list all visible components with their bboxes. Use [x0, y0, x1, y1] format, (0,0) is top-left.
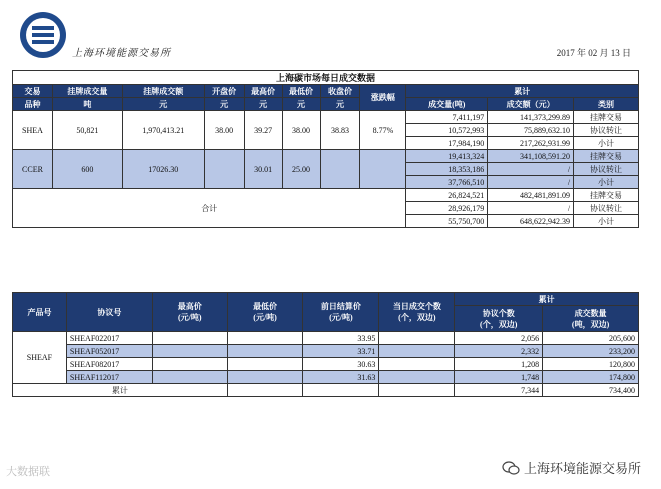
cell: 28,926,179 — [406, 202, 488, 215]
cell — [320, 150, 360, 189]
table-row — [13, 345, 639, 358]
cell — [227, 345, 303, 358]
cell: 217,262,931.99 — [488, 137, 574, 150]
total-label: 累计 — [13, 384, 228, 397]
cell — [152, 332, 227, 345]
cell: 1,748 — [455, 371, 543, 384]
table-title: 上海碳市场每日成交数据 — [13, 71, 639, 85]
cell — [227, 384, 303, 397]
table-row — [13, 384, 639, 397]
cell — [379, 358, 455, 371]
cell — [360, 150, 406, 189]
col-header: 元 — [204, 98, 244, 111]
cell: 38.83 — [320, 111, 360, 150]
cell: 10,572,993 — [406, 124, 488, 137]
table-row — [13, 189, 639, 202]
cell — [379, 371, 455, 384]
col-header: 品种 — [13, 98, 53, 111]
col-header: 元 — [122, 98, 204, 111]
cell: 19,413,324 — [406, 150, 488, 163]
cell: 17026.30 — [122, 150, 204, 189]
cell: SHEAF112017 — [66, 371, 152, 384]
col-header: 开盘价 — [204, 85, 244, 98]
col-header: 收盘价 — [320, 85, 360, 98]
cell: 协议转让 — [574, 163, 639, 176]
cell — [379, 384, 455, 397]
cell: 1,970,413.21 — [122, 111, 204, 150]
cell: / — [488, 176, 574, 189]
cell: 120,800 — [543, 358, 639, 371]
col-header: 成交量(吨) — [406, 98, 488, 111]
cell: 75,889,632.10 — [488, 124, 574, 137]
cell: 18,353,186 — [406, 163, 488, 176]
table-row — [13, 332, 639, 345]
col-header: 交易 — [13, 85, 53, 98]
col-header: 最高价 (元/吨) — [152, 293, 227, 332]
cell: 17,984,190 — [406, 137, 488, 150]
product-name: CCER — [13, 150, 53, 189]
col-header-cumulative: 累计 — [455, 293, 639, 306]
cell: 挂牌交易 — [574, 189, 639, 202]
col-header: 类别 — [574, 98, 639, 111]
cell: 233,200 — [543, 345, 639, 358]
cell: 协议转让 — [574, 202, 639, 215]
cell: 小计 — [574, 137, 639, 150]
cell: 33.71 — [303, 345, 379, 358]
col-header: 元 — [282, 98, 320, 111]
col-header: 协议号 — [66, 293, 152, 332]
cell: 600 — [52, 150, 122, 189]
cell — [227, 371, 303, 384]
cell: 141,373,299.89 — [488, 111, 574, 124]
cell: 小计 — [574, 215, 639, 228]
cell: 38.00 — [204, 111, 244, 150]
cell: 55,750,700 — [406, 215, 488, 228]
cell: 2,056 — [455, 332, 543, 345]
cell — [152, 358, 227, 371]
cell: / — [488, 163, 574, 176]
watermark-text: 大数据联 — [6, 465, 50, 478]
logo-script-text: 上海环境能源交易所 — [72, 48, 171, 59]
cell: 协议转让 — [574, 124, 639, 137]
cell: 38.00 — [282, 111, 320, 150]
col-header: 元 — [244, 98, 282, 111]
cell: SHEAF052017 — [66, 345, 152, 358]
wechat-account-label — [502, 458, 641, 477]
daily-trading-table — [12, 70, 639, 228]
cell: 25.00 — [282, 150, 320, 189]
cell: SHEAF022017 — [66, 332, 152, 345]
col-header: 吨 — [52, 98, 122, 111]
wechat-account-name: 上海环境能源交易所 — [523, 462, 641, 477]
table-row — [13, 371, 639, 384]
cell: / — [488, 202, 574, 215]
cell — [204, 150, 244, 189]
cell: 37,766,510 — [406, 176, 488, 189]
cell: 挂牌交易 — [574, 111, 639, 124]
cell: 341,108,591.20 — [488, 150, 574, 163]
cell: 挂牌交易 — [574, 150, 639, 163]
cell: 734,400 — [543, 384, 639, 397]
cell — [152, 371, 227, 384]
cell: 小计 — [574, 176, 639, 189]
cell — [227, 358, 303, 371]
cell: 26,824,521 — [406, 189, 488, 202]
cell — [303, 384, 379, 397]
cell: 31.63 — [303, 371, 379, 384]
table-row — [13, 111, 639, 124]
product-name: SHEA — [13, 111, 53, 150]
cell: 2,332 — [455, 345, 543, 358]
col-header: 最低价 (元/吨) — [227, 293, 303, 332]
col-header: 挂牌成交额 — [122, 85, 204, 98]
exchange-logo-icon — [18, 10, 68, 60]
report-date: 2017 年 02 月 13 日 — [556, 48, 631, 58]
col-header: 产品号 — [13, 293, 67, 332]
col-header: 最低价 — [282, 85, 320, 98]
col-header: 前日结算价 (元/吨) — [303, 293, 379, 332]
cell: SHEAF082017 — [66, 358, 152, 371]
cell: 30.63 — [303, 358, 379, 371]
col-header: 当日成交个数 (个，双边) — [379, 293, 455, 332]
cell — [227, 332, 303, 345]
cell: 30.01 — [244, 150, 282, 189]
total-label: 合计 — [13, 189, 406, 228]
table-row — [13, 358, 639, 371]
col-header: 成交数量 (吨，双边) — [543, 306, 639, 332]
futures-agreement-table — [12, 292, 639, 397]
cell: 482,481,891.09 — [488, 189, 574, 202]
col-header: 元 — [320, 98, 360, 111]
table-row — [13, 150, 639, 163]
cell: 174,800 — [543, 371, 639, 384]
cell — [379, 345, 455, 358]
wechat-icon — [502, 461, 520, 475]
col-header: 挂牌成交量 — [52, 85, 122, 98]
col-header-cumulative: 累计 — [406, 85, 639, 98]
cell: 7,344 — [455, 384, 543, 397]
product-name: SHEAF — [13, 332, 67, 384]
cell: 7,411,197 — [406, 111, 488, 124]
col-header: 最高价 — [244, 85, 282, 98]
cell: 8.77% — [360, 111, 406, 150]
cell: 33.95 — [303, 332, 379, 345]
cell: 1,208 — [455, 358, 543, 371]
cell: 205,600 — [543, 332, 639, 345]
col-header: 涨跌幅 — [360, 85, 406, 111]
cell: 39.27 — [244, 111, 282, 150]
cell — [152, 345, 227, 358]
cell: 50,821 — [52, 111, 122, 150]
cell: 648,622,942.39 — [488, 215, 574, 228]
col-header: 协议个数 (个，双边) — [455, 306, 543, 332]
col-header: 成交额（元） — [488, 98, 574, 111]
cell — [379, 332, 455, 345]
